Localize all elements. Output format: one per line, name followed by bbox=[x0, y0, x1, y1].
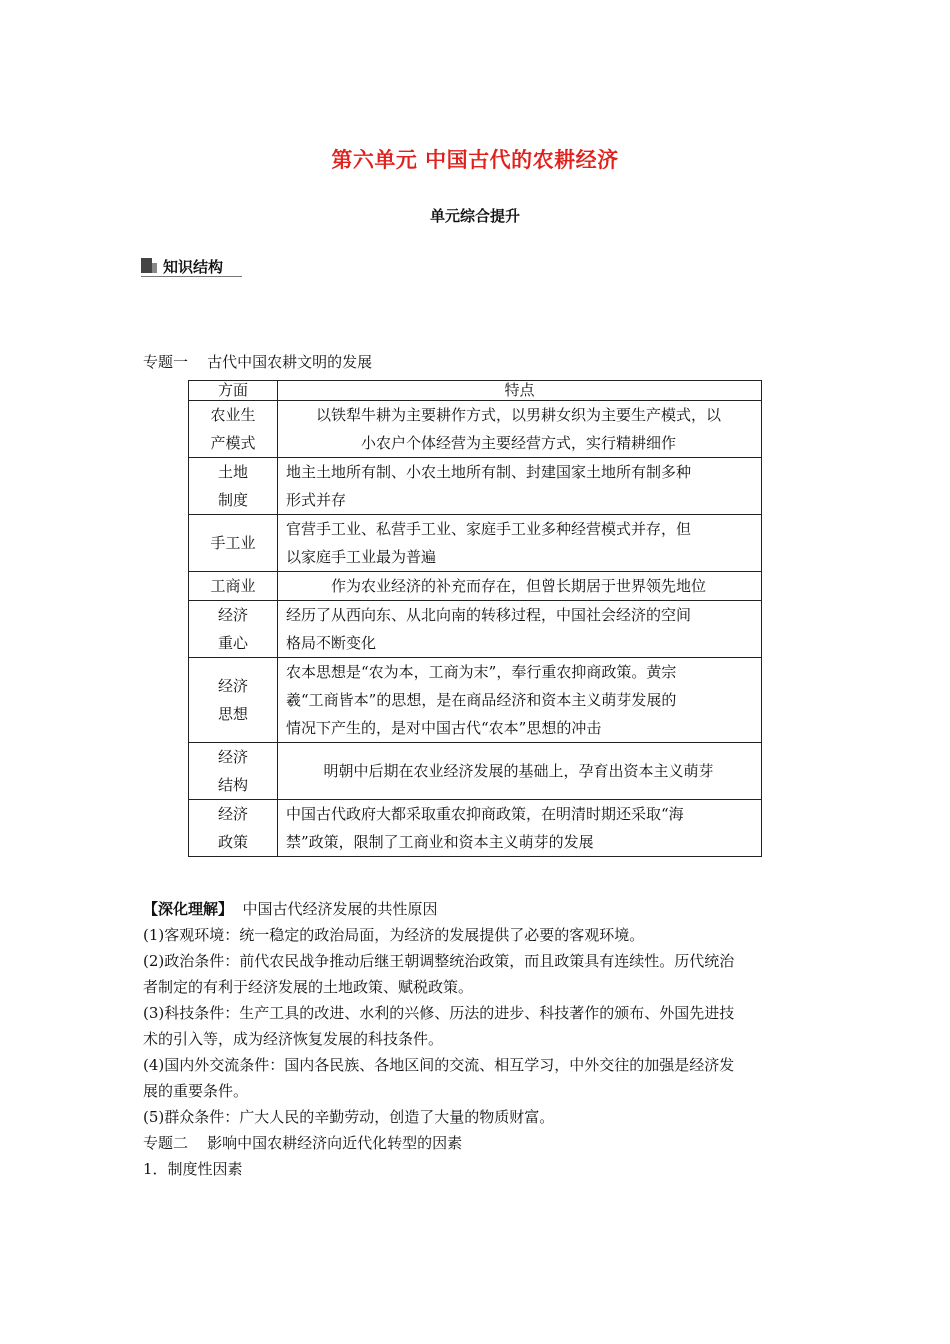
table-row bbox=[189, 458, 762, 515]
feature-cell: 农本思想是“农为本，工商为末”，奉行重农抑商政策。黄宗 羲“工商皆本”的思想，是在商品经济和资本主义萌芽发展的 情况下产生的，是对中国古代“农本”思想的冲击 bbox=[278, 658, 762, 743]
body-line: (5)群众条件：广大人民的辛勤劳动，创造了大量的物质财富。 bbox=[143, 1108, 555, 1126]
section-marker-icon bbox=[141, 258, 157, 273]
table-row bbox=[189, 572, 762, 601]
page-title: 第六单元 中国古代的农耕经济 bbox=[331, 148, 619, 172]
deepen-section bbox=[143, 896, 813, 1182]
section-heading bbox=[141, 256, 242, 277]
aspect-cell: 手工业 bbox=[189, 515, 278, 572]
deepen-heading bbox=[143, 896, 813, 922]
deepen-label: 【深化理解】 bbox=[143, 900, 234, 918]
topic-one-heading: 专题一 古代中国农耕文明的发展 bbox=[143, 353, 373, 371]
body-line: 术的引入等，成为经济恢复发展的科技条件。 bbox=[143, 1030, 444, 1048]
table-header-cell: 特点 bbox=[278, 381, 762, 401]
table-row bbox=[189, 401, 762, 458]
table-row bbox=[189, 743, 762, 800]
topic-two-heading: 专题二 影响中国农耕经济向近代化转型的因素 bbox=[143, 1134, 463, 1152]
aspect-cell: 工商业 bbox=[189, 572, 278, 601]
feature-cell: 地主土地所有制、小农土地所有制、封建国家土地所有制多种 形式并存 bbox=[278, 458, 762, 515]
table-header-cell: 方面 bbox=[189, 381, 278, 401]
table-row bbox=[189, 800, 762, 857]
feature-cell: 经历了从西向东、从北向南的转移过程，中国社会经济的空间 格局不断变化 bbox=[278, 601, 762, 658]
page-subtitle: 单元综合提升 bbox=[429, 207, 520, 225]
feature-cell: 明朝中后期在农业经济发展的基础上，孕育出资本主义萌芽 bbox=[278, 743, 762, 800]
body-line: (1)客观环境：统一稳定的政治局面，为经济的发展提供了必要的客观环境。 bbox=[143, 926, 645, 944]
features-table bbox=[188, 380, 762, 857]
table-row bbox=[189, 658, 762, 743]
table-header-row bbox=[189, 381, 762, 401]
feature-cell: 官营手工业、私营手工业、家庭手工业多种经营模式并存，但 以家庭手工业最为普遍 bbox=[278, 515, 762, 572]
section-heading-text: 知识结构 bbox=[163, 258, 224, 276]
feature-cell: 中国古代政府大都采取重农抑商政策，在明清时期还采取“海 禁”政策，限制了工商业和资本主义萌芽的发展 bbox=[278, 800, 762, 857]
aspect-cell: 农业生 产模式 bbox=[189, 401, 278, 458]
aspect-cell: 经济 结构 bbox=[189, 743, 278, 800]
feature-cell: 作为农业经济的补充而存在，但曾长期居于世界领先地位 bbox=[278, 572, 762, 601]
body-line: (3)科技条件：生产工具的改进、水利的兴修、历法的进步、科技著作的颁布、外国先进技 bbox=[143, 1004, 735, 1022]
body-line: (4)国内外交流条件：国内各民族、各地区间的交流、相互学习，中外交往的加强是经济发 bbox=[143, 1056, 735, 1074]
table-row bbox=[189, 515, 762, 572]
aspect-cell: 经济 思想 bbox=[189, 658, 278, 743]
table-row bbox=[189, 601, 762, 658]
body-line: 者制定的有利于经济发展的土地政策、赋税政策。 bbox=[143, 978, 474, 996]
item-one: 1．制度性因素 bbox=[143, 1160, 243, 1178]
body-line: (2)政治条件：前代农民战争推动后继王朝调整统治政策，而且政策具有连续性。历代统治 bbox=[143, 952, 735, 970]
aspect-cell: 土地 制度 bbox=[189, 458, 278, 515]
aspect-cell: 经济 重心 bbox=[189, 601, 278, 658]
body-line: 展的重要条件。 bbox=[143, 1082, 249, 1100]
aspect-cell: 经济 政策 bbox=[189, 800, 278, 857]
feature-cell: 以铁犁牛耕为主要耕作方式，以男耕女织为主要生产模式，以 小农户个体经营为主要经营方式，实行精耕细作 bbox=[278, 401, 762, 458]
deepen-heading-text: 中国古代经济发展的共性原因 bbox=[233, 900, 438, 918]
